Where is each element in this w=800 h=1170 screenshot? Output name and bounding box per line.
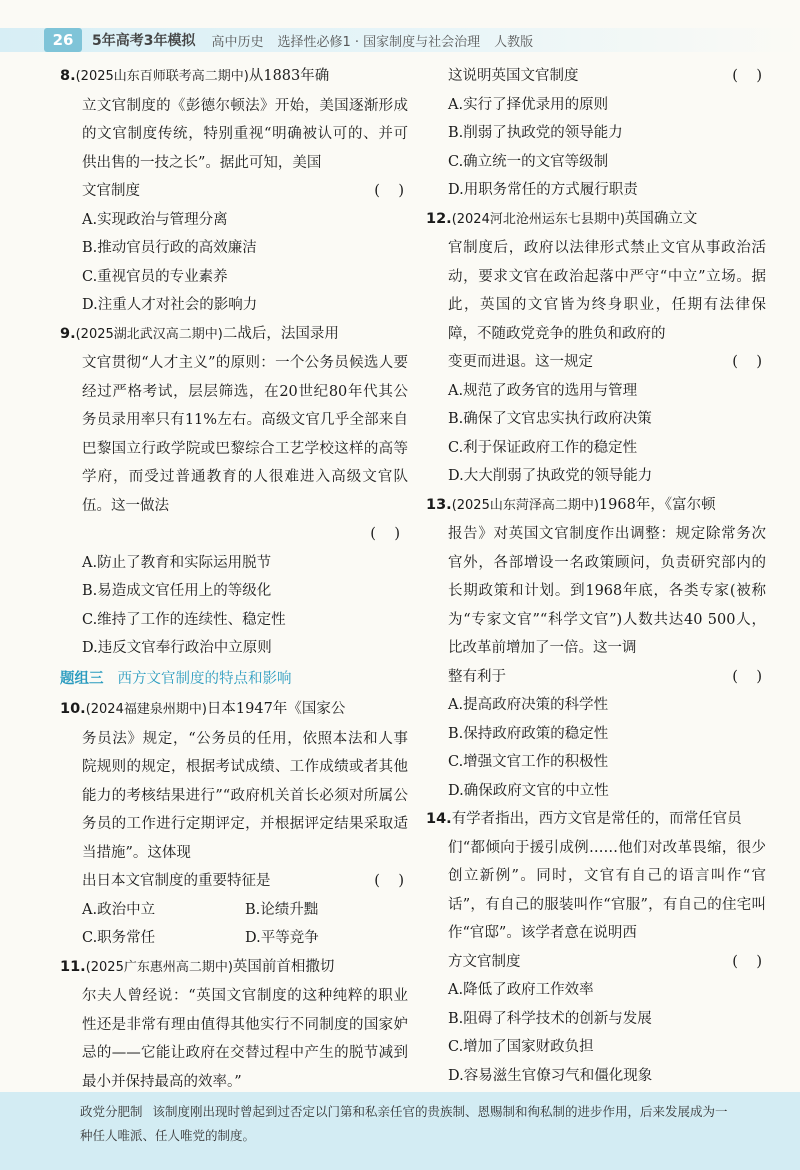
- option-a: A.政治中立: [82, 901, 156, 918]
- question-number: 10.: [60, 701, 86, 717]
- question-stem: 方文官制度: [448, 953, 521, 970]
- answer-blank: ( ): [732, 68, 762, 84]
- series-title: 5年高考3年模拟: [92, 33, 196, 49]
- question-source: (2025湖北武汉高二期中): [75, 326, 223, 342]
- question-11: [60, 953, 408, 1097]
- answer-blank: ( ): [732, 354, 762, 370]
- group-label: 题组三: [60, 670, 104, 687]
- option-d: D.平等竞争: [245, 930, 319, 946]
- option-d: D.用职务常任的方式履行职责: [448, 182, 638, 198]
- answer-blank: ( ): [374, 183, 404, 199]
- question-stem: 二战后，法国录用: [222, 325, 339, 342]
- question-stem: 尔夫人曾经说：“英国文官制度的这种纯粹的职业性还是非常有理由值得其他实行不同制度的国家妒忌的——它能让政府在交替过程中产生的脱节减到最小并保持最高的效率。”: [82, 988, 408, 1090]
- option-c: C.维持了工作的连续性、稳定性: [82, 611, 286, 628]
- page-header: [0, 22, 800, 58]
- option-a: A.防止了教育和实际运用脱节: [82, 554, 272, 571]
- question-number: 11.: [60, 958, 86, 975]
- question-stem: 日本1947年《国家公: [206, 701, 346, 717]
- question-number: 14.: [426, 811, 452, 827]
- option-a: A.实现政治与管理分离: [82, 211, 228, 228]
- option-d: D.大大削弱了执政党的领导能力: [448, 468, 653, 484]
- page-number: 26: [44, 28, 82, 52]
- question-source: (2024河北沧州运东七县期中): [451, 211, 625, 227]
- question-stem: 英国前首相撒切: [232, 958, 335, 975]
- question-10: [60, 695, 408, 953]
- option-c: C.重视官员的专业素养: [82, 268, 228, 285]
- option-c: C.确立统一的文官等级制: [448, 153, 609, 170]
- subject-label: 高中历史: [211, 34, 264, 50]
- question-source: (2025山东菏泽高二期中): [451, 497, 599, 513]
- question-stem: 这说明英国文官制度: [448, 68, 579, 84]
- question-stem: 们“都倾向于援引成例……他们对改革畏缩，很少创立新例”。同时，文官有自己的语言叫作“官话”，有自己的服装叫作“官服”，有自己的住宅叫作“官邸”。该学者意在说明西: [448, 839, 766, 941]
- options-grid: [60, 896, 408, 953]
- question-12: [426, 205, 766, 491]
- group-title: [60, 665, 408, 694]
- question-stem: 务员法》规定，“公务员的任用，依照本法和人事院规则的规定，根据考试成绩、工作成绩或者其他能力的考核结果进行”“政府机关首长必须对所属公务员的工作进行定期评定，并根据评定结果采取适当措施”。这体现: [82, 730, 408, 861]
- footer-note: [0, 1092, 800, 1170]
- option-a: A.降低了政府工作效率: [448, 982, 594, 998]
- option-d: D.注重人才对社会的影响力: [82, 297, 258, 313]
- answer-blank: ( ): [732, 953, 762, 970]
- option-b: B.易造成文官任用上的等级化: [82, 583, 272, 599]
- question-stem: 英国确立文: [624, 210, 698, 227]
- option-a: A.规范了政务官的选用与管理: [448, 382, 638, 399]
- option-c: C.增加了国家财政负担: [448, 1039, 594, 1055]
- answer-blank: ( ): [370, 526, 400, 542]
- question-14: [426, 805, 766, 1090]
- question-source: (2024福建泉州期中): [85, 702, 207, 717]
- edition-label: 人教版: [494, 34, 534, 50]
- question-stem: 有学者指出，西方文官是常任的，而常任官员: [451, 811, 742, 827]
- option-c: C.增强文官工作的积极性: [448, 754, 609, 770]
- question-stem: 1968年，《富尔顿: [598, 496, 716, 513]
- question-stem: 出日本文官制度的重要特征是: [82, 873, 271, 889]
- option-c: C.职务常任: [82, 930, 156, 946]
- question-13: [426, 491, 766, 806]
- option-a: A.实行了择优录用的原则: [448, 96, 609, 113]
- question-8: [60, 62, 408, 320]
- question-source: (2025山东百师联考高二期中): [75, 69, 249, 84]
- left-column: [60, 62, 408, 1096]
- question-source: (2025广东惠州高二期中): [85, 959, 233, 975]
- question-stem: 官制度后，政府以法律形式禁止文官从事政治活动，要求文官在政治起落中严守“中立”立场。据此，英国的文官皆为终身职业，任期有法律保障，不随政党竞争的胜负和政府的: [448, 240, 766, 342]
- question-11-continued: [426, 62, 766, 205]
- header-info: [211, 31, 533, 50]
- question-9: [60, 320, 408, 663]
- question-number: 13.: [426, 496, 452, 513]
- question-stem: 文官制度: [82, 183, 140, 199]
- option-c: C.利于保证政府工作的稳定性: [448, 439, 638, 456]
- option-d: D.确保政府文官的中立性: [448, 782, 609, 799]
- footer-text: 该制度刚出现时曾起到过否定以门第和私亲任官的贵族制、恩赐制和徇私制的进步作用，后来发展成为一种任人唯派、任人唯党的制度。: [80, 1104, 728, 1143]
- question-stem: 文官贯彻“人才主义”的原则：一个公务员候选人要经过严格考试，层层筛选，在20世纪80年代其公务员录用率只有11%左右。高级文官几乎全部来自巴黎国立行政学院或巴黎综合工艺学校这样的高等学府，而受过普通教育的人很难进入高级文官队伍。这一做法: [82, 355, 408, 514]
- option-d: D.容易滋生官僚习气和僵化现象: [448, 1067, 653, 1084]
- question-stem: 报告》对英国文官制度作出调整：规定除常务次官外，各部增设一名政策顾问，负责研究部内的长期政策和计划。到1968年底，各类专家(被称为“专家文官”“科学文官”)人数共达40 500人，比改革前增加了一倍。这一调: [448, 526, 766, 656]
- option-b: B.论绩升黜: [245, 901, 319, 918]
- answer-blank: ( ): [374, 873, 404, 889]
- option-b: B.确保了文官忠实执行政府决策: [448, 411, 652, 427]
- question-number: 12.: [426, 210, 452, 227]
- question-stem: 整有利于: [448, 668, 506, 685]
- right-column: [426, 62, 766, 1090]
- option-b: B.阻碍了科学技术的创新与发展: [448, 1010, 652, 1027]
- group-topic: 西方文官制度的特点和影响: [117, 670, 292, 687]
- option-d: D.违反文官奉行政治中立原则: [82, 640, 272, 656]
- footer-title: 政党分肥制: [80, 1104, 143, 1119]
- question-stem: 从1883年确: [248, 68, 330, 84]
- question-number: 8.: [60, 68, 76, 84]
- answer-blank: ( ): [732, 668, 762, 685]
- option-b: B.保持政府政策的稳定性: [448, 725, 609, 742]
- option-b: B.削弱了执政党的领导能力: [448, 125, 623, 141]
- question-stem: 立文官制度的《彭德尔顿法》开始，美国逐渐形成的文官制度传统，特别重视“明确被认可的、并可供出售的一技之长”。据此可知，美国: [82, 97, 408, 171]
- book-label: 选择性必修1 · 国家制度与社会治理: [277, 34, 481, 50]
- option-b: B.推动官员行政的高效廉洁: [82, 240, 257, 256]
- option-a: A.提高政府决策的科学性: [448, 697, 609, 713]
- question-stem: 变更而进退。这一规定: [448, 354, 593, 370]
- question-number: 9.: [60, 325, 76, 342]
